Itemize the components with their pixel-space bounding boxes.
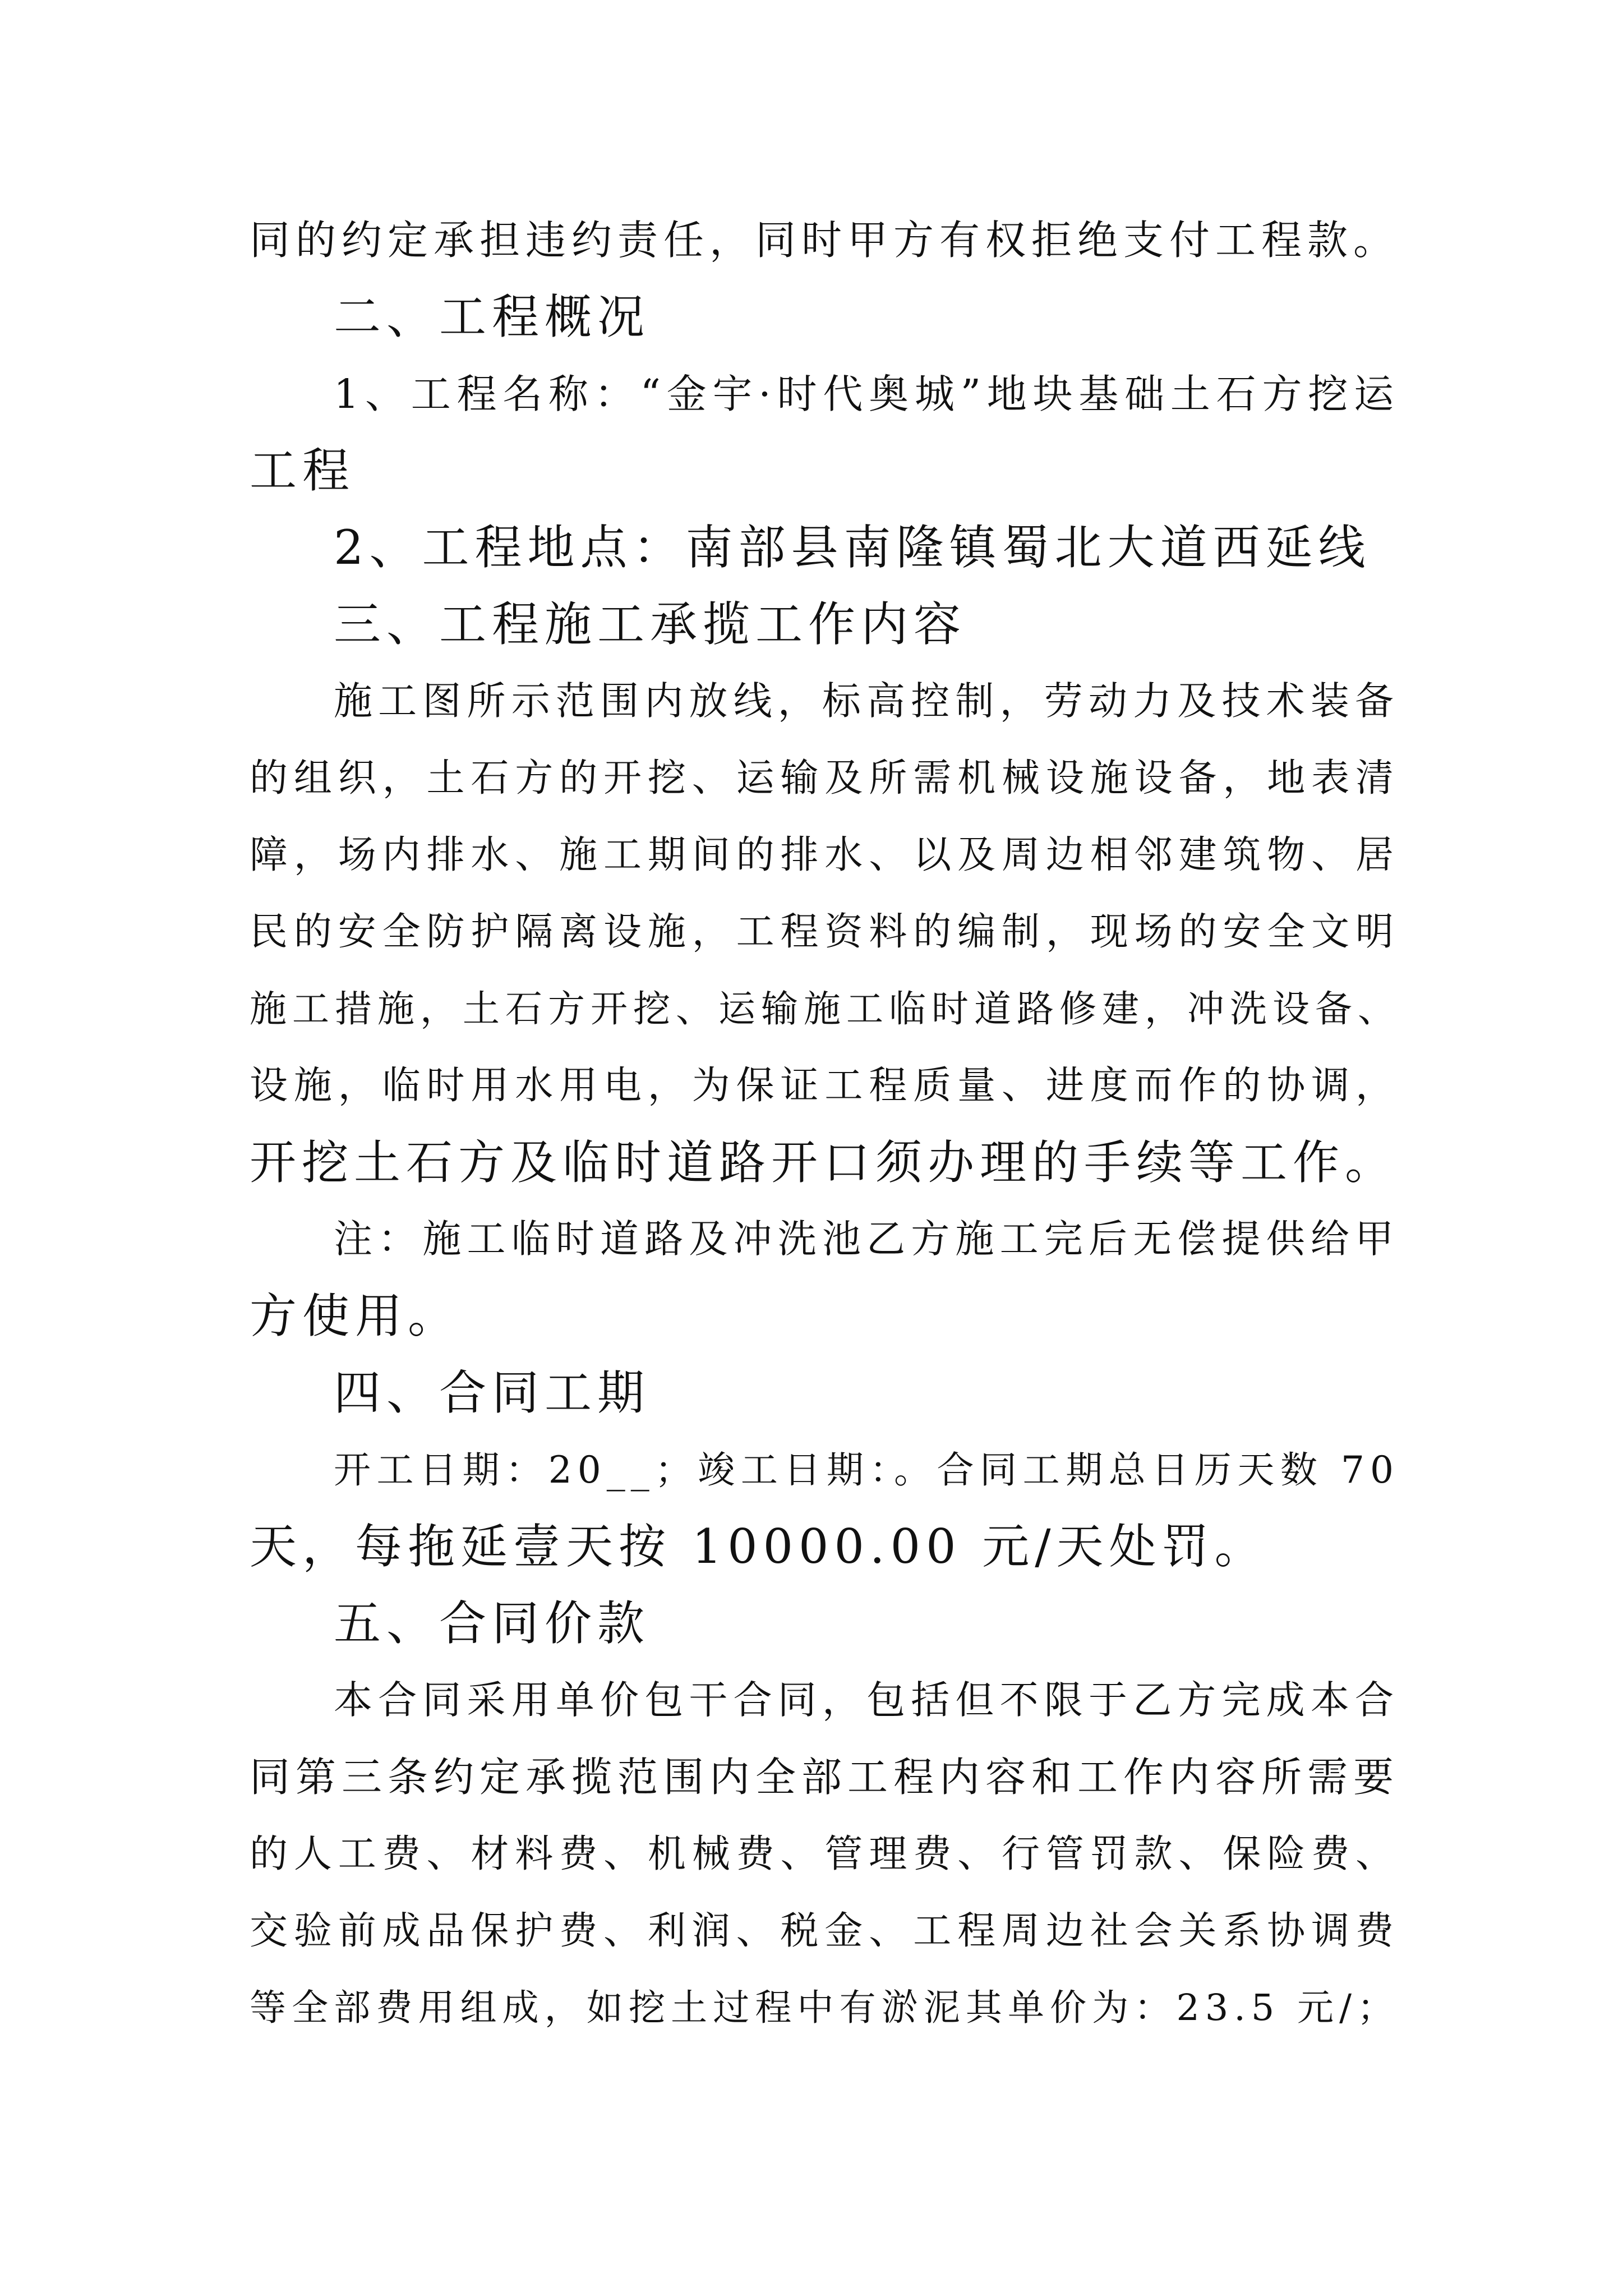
text-line: 二、工程概况 <box>334 289 651 344</box>
text-line: 障，场内排水、施工期间的排水、以及周边相邻建筑物、居 <box>250 833 1399 877</box>
text-line: 四、合同工期 <box>334 1365 651 1420</box>
text-line: 注：施工临时道路及冲洗池乙方施工完后无偿提供给甲 <box>334 1217 1399 1262</box>
text-line: 设施，临时用水用电，为保证工程质量、进度而作的协调， <box>250 1064 1399 1108</box>
text-line: 2、工程地点：南部县南隆镇蜀北大道西延线 <box>334 520 1371 575</box>
text-line: 交验前成品保护费、利润、税金、工程周边社会关系协调费 <box>250 1909 1399 1953</box>
text-line: 民的安全防护隔离设施，工程资料的编制，现场的安全文明 <box>250 910 1399 954</box>
text-line: 本合同采用单价包干合同，包括但不限于乙方完成本合 <box>334 1678 1399 1723</box>
text-line: 施工图所示范围内放线，标高控制，劳动力及技术装备 <box>334 679 1399 724</box>
text-line: 同第三条约定承揽范围内全部工程内容和工作内容所需要 <box>250 1754 1400 1801</box>
text-line: 施工措施，土石方开挖、运输施工临时道路修建，冲洗设备、 <box>250 987 1400 1030</box>
text-line: 开挖土石方及临时道路开口须办理的手续等工作。 <box>250 1135 1397 1190</box>
text-line: 1、工程名称：“金宇·时代奥城”地块基础土石方挖运 <box>334 371 1399 417</box>
text-line: 同的约定承担违约责任，同时甲方有权拒绝支付工程款。 <box>250 217 1400 264</box>
text-line: 等全部费用组成，如挖土过程中有淤泥其单价为：23.5 元/； <box>250 1987 1399 2029</box>
text-line: 工程 <box>250 443 356 498</box>
text-line: 三、工程施工承揽工作内容 <box>334 597 967 652</box>
text-line: 开工日期：20__；竣工日期：。合同工期总日历天数 70 <box>334 1448 1399 1492</box>
text-line: 的人工费、材料费、机械费、管理费、行管罚款、保险费、 <box>250 1832 1399 1876</box>
text-line: 的组织，土石方的开挖、运输及所需机械设施设备，地表清 <box>250 756 1399 800</box>
text-line: 五、合同价款 <box>334 1596 651 1651</box>
text-line: 方使用。 <box>250 1289 461 1343</box>
contract-body-text <box>250 202 1399 2046</box>
text-line: 天，每拖延壹天按 10000.00 元/天处罚。 <box>250 1519 1267 1574</box>
